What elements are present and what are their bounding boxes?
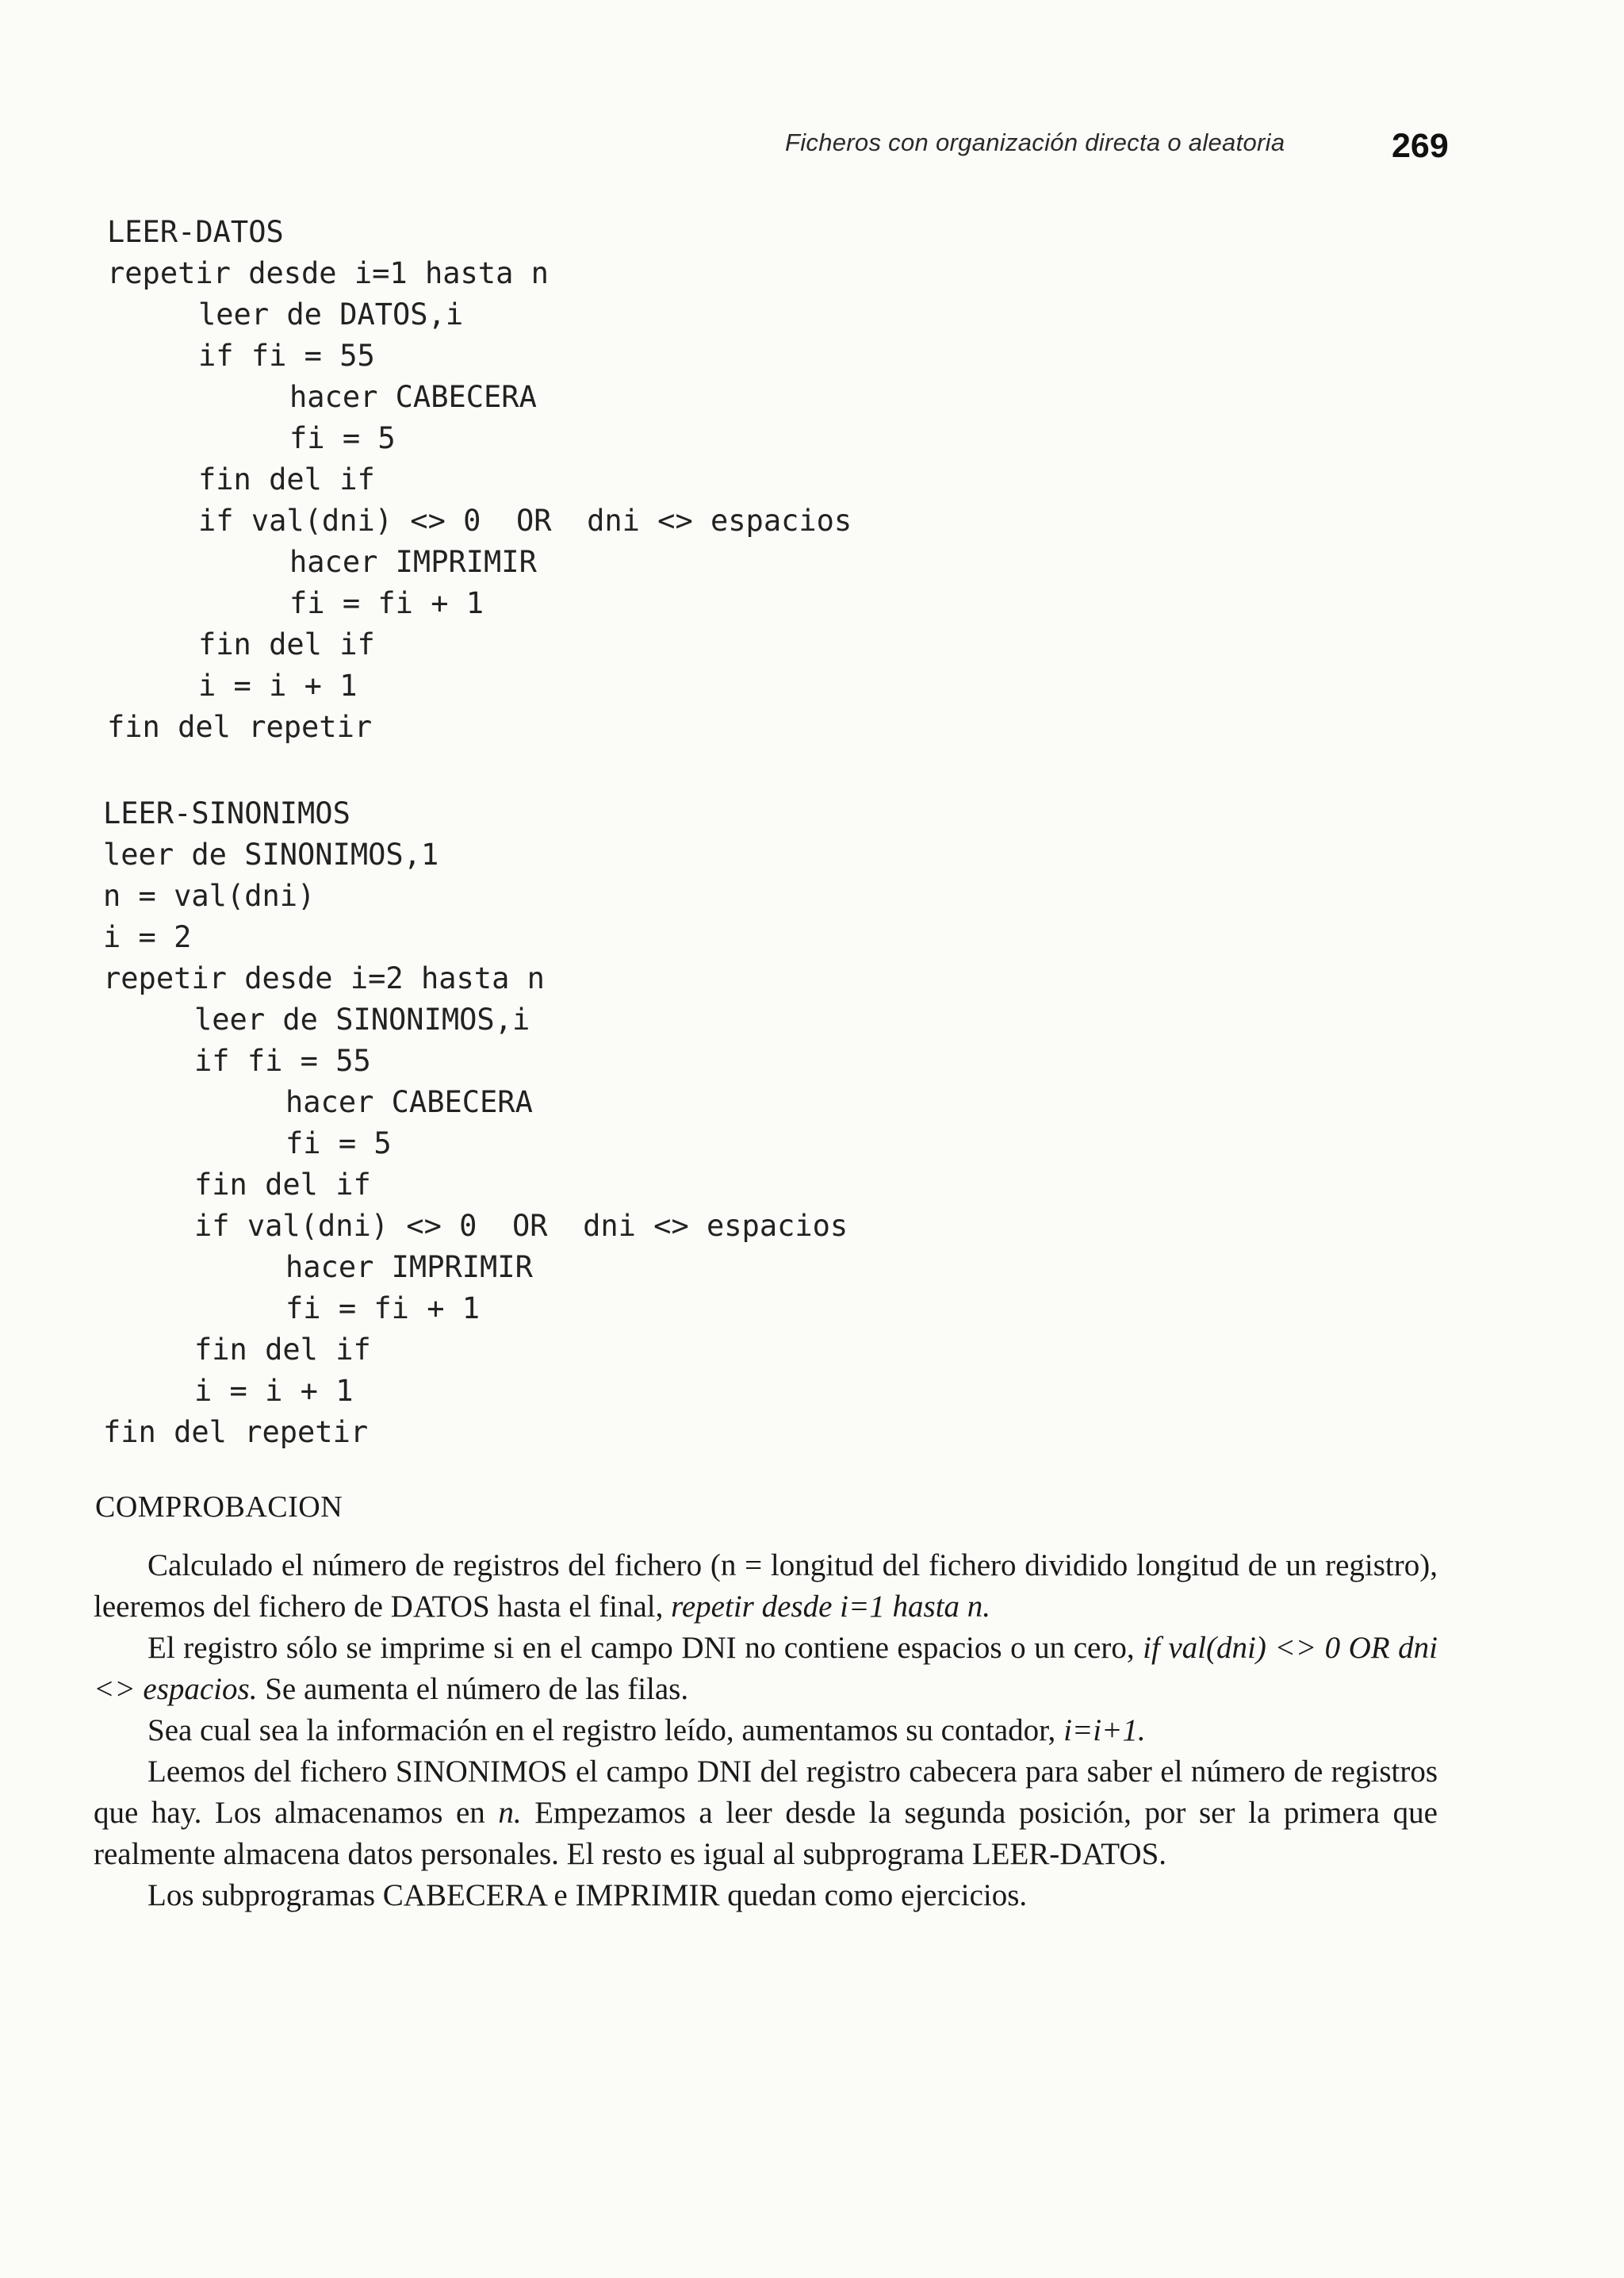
code-line: i = i + 1: [194, 1374, 354, 1408]
code-line: leer de SINONIMOS,1: [103, 838, 439, 872]
paragraph: [94, 1628, 1438, 1710]
code-line: fin del repetir: [103, 1415, 369, 1449]
code-line: hacer CABECERA: [289, 380, 537, 414]
code-line: leer de SINONIMOS,i: [194, 1003, 530, 1037]
text-run: Empezamos a leer desde la segunda posición, por ser la primera que realmente almacena datos personales. El resto es igual al subprograma LEER-DATOS.: [94, 1796, 1438, 1871]
text-run: Calculado el número de registros del fichero (n = longitud del fichero dividido longitud de un registro), leeremos del fichero de DATOS hasta el final,: [94, 1548, 1438, 1624]
code-line: if val(dni) <> 0 OR dni <> espacios: [198, 504, 852, 538]
code-line: i = i + 1: [198, 669, 358, 703]
italic-run: i=i+1.: [1063, 1713, 1146, 1747]
page-number: 269: [1392, 127, 1449, 165]
text-run: Se aumenta el número de las filas.: [257, 1672, 689, 1706]
paragraph: [94, 1545, 1438, 1628]
code-line: fi = fi + 1: [285, 1291, 481, 1325]
pseudocode-leer-sinonimos: [103, 793, 1134, 1453]
code-line: if fi = 55: [198, 339, 375, 373]
running-head: Ficheros con organización directa o aleatoria: [785, 128, 1285, 156]
code-line: repetir desde i=1 hasta n: [107, 256, 549, 290]
code-line: fin del if: [194, 1333, 371, 1367]
italic-run: repetir desde i=1 hasta n.: [671, 1590, 991, 1624]
code-line: LEER-DATOS: [107, 215, 284, 249]
code-line: fin del if: [198, 462, 375, 497]
italic-run: if val(dni) <> 0 OR dni <> espacios.: [94, 1631, 1438, 1706]
code-line: repetir desde i=2 hasta n: [103, 961, 545, 995]
code-line: n = val(dni): [103, 879, 316, 913]
italic-run: n.: [498, 1796, 522, 1830]
section-heading: COMPROBACION: [95, 1490, 343, 1524]
code-line: if val(dni) <> 0 OR dni <> espacios: [194, 1209, 848, 1243]
paragraph: [94, 1710, 1438, 1751]
code-line: if fi = 55: [194, 1044, 371, 1078]
paragraph: [94, 1751, 1438, 1875]
code-line: fi = 5: [289, 421, 396, 455]
text-run: Sea cual sea la información en el registro leído, aumentamos su contador,: [147, 1713, 1064, 1747]
code-line: leer de DATOS,i: [198, 297, 464, 332]
paragraph: [94, 1875, 1438, 1916]
pseudocode-leer-datos: [107, 212, 1138, 748]
explanation-text: [94, 1545, 1438, 1916]
code-line: LEER-SINONIMOS: [103, 796, 350, 830]
code-line: hacer IMPRIMIR: [289, 545, 537, 579]
code-line: fin del if: [198, 627, 375, 662]
text-run: El registro sólo se imprime si en el campo DNI no contiene espacios o un cero,: [147, 1631, 1143, 1665]
code-line: hacer CABECERA: [285, 1085, 533, 1119]
code-line: fi = fi + 1: [289, 586, 485, 620]
code-line: hacer IMPRIMIR: [285, 1250, 533, 1284]
code-line: fin del if: [194, 1168, 371, 1202]
text-run: Los subprogramas CABECERA e IMPRIMIR quedan como ejercicios.: [147, 1878, 1028, 1912]
code-line: i = 2: [103, 920, 192, 954]
code-line: fin del repetir: [107, 710, 373, 744]
text-run: Leemos del fichero SINONIMOS el campo DNI del registro cabecera para saber el número de registros que hay. Los almacenamos en: [94, 1755, 1438, 1830]
code-line: fi = 5: [285, 1126, 392, 1160]
